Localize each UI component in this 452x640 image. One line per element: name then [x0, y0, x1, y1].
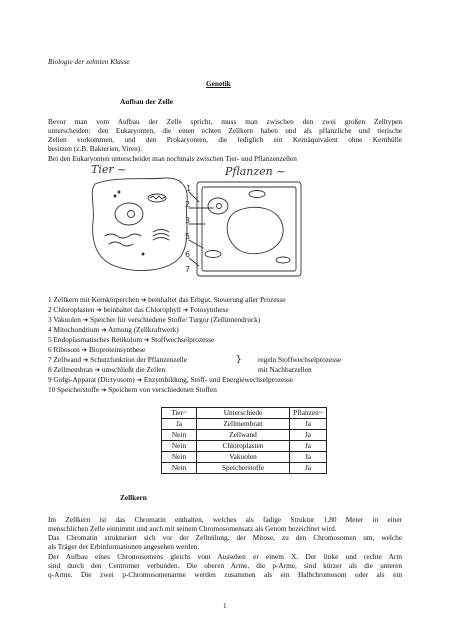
nucleus-line-7: q-Arme. Die zwei p-Chromosomenarme werden zusammen als ein Halbchromosom oder als ein — [48, 570, 402, 579]
table-header-row — [162, 408, 327, 419]
organelle-item-4: 4 Mitochondrium ➔ Atmung (Zellkraftwerk) — [48, 325, 179, 334]
sketch-number-6: 6 — [185, 250, 191, 259]
sketch-number-1: 1 — [186, 184, 192, 193]
table-cell: Speicherstoffe — [197, 463, 290, 474]
table-row — [162, 441, 327, 452]
organelle-item-9: 9 Golgi-Apparat (Dictyosom) ➔ Enzymbildung, Stoff- und Energiewechselprozesse — [48, 375, 294, 384]
organelle-item-2: 2 Chloroplasten ➔ beinhaltet das Chlorophyll ➔ Fotosynthese — [48, 305, 229, 314]
section-heading-nucleus: Zellkern — [120, 493, 147, 502]
intro-line-2: unterscheiden: den Eukaryonten, die einen echten Zellkern haben und als pflanzliche und tierische — [48, 126, 402, 135]
nucleus-line-4: als Träger der Erbinformationen angesehen werden. — [48, 542, 200, 551]
table-row — [162, 463, 327, 474]
organelle-item-8: 8 Zellmembran ➔ umschließt die Zellen — [48, 365, 166, 374]
brace-glyph: } — [236, 355, 242, 365]
table-row — [162, 452, 327, 463]
table-header: Pflanzen~ — [290, 408, 327, 419]
intro-line-4: besitzen (z.B. Bakterien, Viren). — [48, 144, 143, 153]
cell-sketch-image — [85, 162, 310, 282]
table-cell: Nein — [162, 441, 197, 452]
nucleus-line-1: Im Zellkern ist das Chromatin enthalten, welches als fadige Struktur 1,80 Meter in einer — [48, 515, 402, 524]
table-cell: Ja — [290, 452, 327, 463]
table-cell: Zellwand — [197, 430, 290, 441]
table-cell: Nein — [162, 463, 197, 474]
intro-line-1: Bevor man vom Aufbau der Zelle spricht, muss man zwischen den zwei großen Zelltypen — [48, 117, 402, 126]
organelle-item-7: 7 Zellwand ➔ Schutzfunktion der Pflanzenzelle — [48, 355, 187, 364]
brace-note-bottom: mit Nachbarzellen — [258, 365, 312, 374]
organelle-item-1: 1 Zellkern mit Kernkörperchen ➔ beinhaltet das Erbgut, Steuerung aller Prozesse — [48, 295, 286, 304]
sketch-number-5: 5 — [185, 232, 191, 241]
comparison-table — [161, 407, 327, 474]
table-cell: Ja — [290, 441, 327, 452]
sketch-label-plant: Pflanzen ~ — [225, 165, 286, 178]
table-cell: Nein — [162, 430, 197, 441]
organelle-item-10: 10 Speicherstoffe ➔ Speichern von verschiedenen Stoffen — [48, 385, 217, 394]
table-cell: Ja — [290, 463, 327, 474]
nucleus-line-5: Der Aufbau eines Chromosomens gleicht vom Aussehen er einem X. Der linke und rechte Arm — [48, 552, 402, 561]
course-header: Biologie der zehnten Klasse — [48, 57, 130, 66]
table-cell: Ja — [290, 430, 327, 441]
organelle-item-6: 6 Ribosom ➔ Bioproteinsynthese — [48, 345, 146, 354]
sketch-number-3: 3 — [185, 216, 191, 225]
table-cell: Nein — [162, 452, 197, 463]
table-header: Tier~ — [162, 408, 197, 419]
nucleus-line-3: Das Chromatin strukturiert sich vor der Zellteilung, der Mitose, zu den Chromosomen um, welche — [48, 533, 402, 542]
page-title: Genetik — [206, 79, 231, 88]
table-cell: Vakuolen — [197, 452, 290, 463]
sketch-number-7: 7 — [185, 265, 191, 274]
intro-line-5: Bei den Eukaryonten unterscheidet man nochmals zwischen Tier- und Pflanzenzellen — [48, 154, 297, 163]
section-heading-cell-structure: Aufbau der Zelle — [120, 97, 173, 106]
nucleus-line-6: sind durch den Centromer verbunden. Die oberen Arme, die p-Arme, sind kürzer als die unteren — [48, 561, 402, 570]
table-header: Unterschiede — [197, 408, 290, 419]
nucleus-line-2: menschlichen Zelle einnimmt und auch mit seinem Chromosomensatz als Genom bezeichnet wird. — [48, 524, 337, 533]
sketch-label-animal: Tier ~ — [91, 163, 127, 176]
table-cell: Chloroplasten — [197, 441, 290, 452]
table-cell: Zellmembran — [197, 419, 290, 430]
table-row — [162, 430, 327, 441]
page-number: 1 — [223, 601, 227, 610]
table-cell: Ja — [162, 419, 197, 430]
table-row — [162, 419, 327, 430]
organelle-item-5: 5 Endoplasmatisches Retikulum ➔ Stoffwechselprozesse — [48, 335, 215, 344]
sketch-number-2: 2 — [185, 200, 191, 209]
intro-line-3: Zellen vorkommen, und den Prokaryonten, die lediglich ein Kernäquivalent ohne Kernhülle — [48, 135, 402, 144]
table-cell: Ja — [290, 419, 327, 430]
organelle-item-3: 3 Vakuolen ➔ Speicher für verschiedene Stoffe/ Turgor (Zellinnendruck) — [48, 315, 261, 324]
brace-note-top: regeln Stoffwechselprozesse — [258, 355, 342, 364]
